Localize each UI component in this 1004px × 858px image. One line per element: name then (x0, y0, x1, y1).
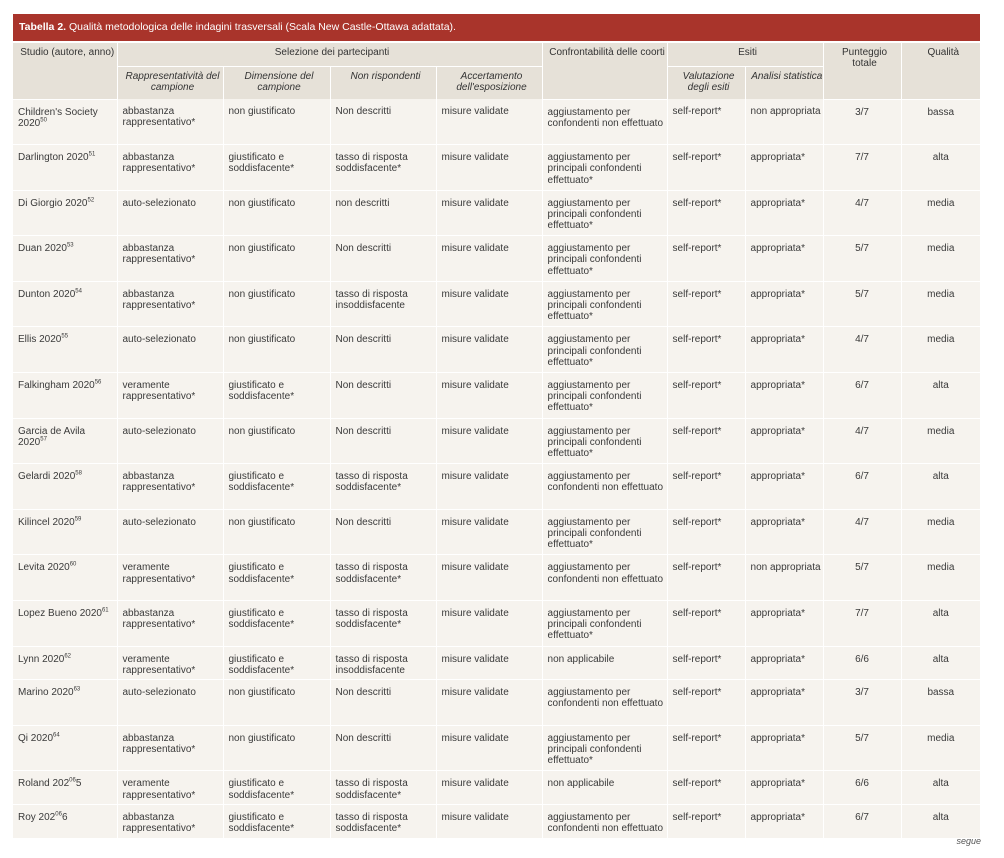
cell-study (13, 190, 117, 236)
cell-punteggio: 6/6 (823, 771, 901, 805)
cell-analisi: appropriata* (745, 190, 823, 236)
cell-study (13, 145, 117, 191)
cell-study (13, 373, 117, 419)
cell-non-rispondenti: tasso di risposta insoddisfacente (330, 646, 436, 680)
cell-analisi: appropriata* (745, 327, 823, 373)
study-name: Levita 2020 (18, 562, 70, 574)
table-row (13, 555, 980, 601)
cell-non-rispondenti: tasso di risposta soddisfacente* (330, 145, 436, 191)
cell-non-rispondenti: non descritti (330, 190, 436, 236)
cell-non-rispondenti: tasso di risposta insoddisfacente (330, 281, 436, 327)
cell-qualita: alta (901, 464, 980, 510)
cell-analisi: appropriata* (745, 680, 823, 726)
cell-dimensione: giustificato e soddisfacente* (223, 601, 330, 647)
cell-punteggio: 6/7 (823, 373, 901, 419)
cell-punteggio: 4/7 (823, 190, 901, 236)
cell-rappresentativita: auto-selezionato (117, 327, 223, 373)
table-row (13, 509, 980, 555)
cell-valutazione: self-report* (667, 601, 745, 647)
cell-qualita: bassa (901, 99, 980, 145)
cell-confrontabilita: aggiustamento per principali confondenti effettuato* (542, 373, 667, 419)
table-row (13, 145, 980, 191)
cell-confrontabilita: aggiustamento per confondenti non effettuato (542, 680, 667, 726)
study-ref: 55 (61, 334, 69, 341)
quality-table (13, 43, 980, 839)
header-accertamento: Accertamento dell'esposizione (436, 67, 542, 100)
cell-confrontabilita: aggiustamento per principali confondenti effettuato* (542, 509, 667, 555)
study-ref: 60 (69, 562, 77, 569)
cell-rappresentativita: veramente rappresentativo* (117, 555, 223, 601)
cell-study (13, 464, 117, 510)
table-row (13, 99, 980, 145)
cell-accertamento: misure validate (436, 190, 542, 236)
cell-confrontabilita: aggiustamento per principali confondenti effettuato* (542, 418, 667, 464)
cell-valutazione: self-report* (667, 99, 745, 145)
study-name: Marino 2020 (18, 687, 74, 699)
cell-rappresentativita: veramente rappresentativo* (117, 373, 223, 419)
cell-qualita: media (901, 281, 980, 327)
table-row (13, 236, 980, 282)
study-name: Falkingham 2020 (18, 380, 95, 392)
cell-analisi: appropriata* (745, 805, 823, 839)
cell-qualita: alta (901, 145, 980, 191)
cell-analisi: appropriata* (745, 509, 823, 555)
study-name-tail: 5 (75, 778, 82, 790)
cell-valutazione: self-report* (667, 555, 745, 601)
cell-confrontabilita: non applicabile (542, 771, 667, 805)
cell-non-rispondenti: Non descritti (330, 327, 436, 373)
cell-dimensione: giustificato e soddisfacente* (223, 771, 330, 805)
cell-accertamento: misure validate (436, 418, 542, 464)
study-name: Children's Society 2020 (18, 106, 98, 129)
cell-accertamento: misure validate (436, 725, 542, 771)
cell-valutazione: self-report* (667, 145, 745, 191)
study-name: Gelardi 2020 (18, 471, 76, 483)
cell-punteggio: 6/6 (823, 646, 901, 680)
cell-non-rispondenti: Non descritti (330, 99, 436, 145)
table-row (13, 680, 980, 726)
cell-analisi: appropriata* (745, 646, 823, 680)
cell-punteggio: 7/7 (823, 601, 901, 647)
cell-accertamento: misure validate (436, 99, 542, 145)
cell-confrontabilita: aggiustamento per principali confondenti effettuato* (542, 190, 667, 236)
table-container (13, 14, 980, 839)
cell-non-rispondenti: tasso di risposta soddisfacente* (330, 555, 436, 601)
table-row (13, 805, 980, 839)
cell-qualita: media (901, 725, 980, 771)
segue-note: segue (956, 836, 981, 846)
cell-valutazione: self-report* (667, 418, 745, 464)
cell-non-rispondenti: Non descritti (330, 509, 436, 555)
table-row (13, 418, 980, 464)
cell-analisi: appropriata* (745, 725, 823, 771)
cell-valutazione: self-report* (667, 236, 745, 282)
cell-non-rispondenti: Non descritti (330, 236, 436, 282)
cell-analisi: appropriata* (745, 373, 823, 419)
cell-confrontabilita: aggiustamento per confondenti non effettuato (542, 555, 667, 601)
cell-rappresentativita: veramente rappresentativo* (117, 646, 223, 680)
cell-accertamento: misure validate (436, 464, 542, 510)
table-row (13, 281, 980, 327)
cell-study (13, 509, 117, 555)
study-ref: 59 (74, 516, 82, 523)
cell-confrontabilita: aggiustamento per confondenti non effettuato (542, 805, 667, 839)
cell-study (13, 646, 117, 680)
cell-accertamento: misure validate (436, 555, 542, 601)
cell-punteggio: 4/7 (823, 418, 901, 464)
table-row (13, 771, 980, 805)
study-ref: 61 (101, 607, 109, 614)
cell-study (13, 281, 117, 327)
cell-study (13, 601, 117, 647)
cell-non-rispondenti: Non descritti (330, 418, 436, 464)
cell-qualita: alta (901, 805, 980, 839)
cell-non-rispondenti: tasso di risposta soddisfacente* (330, 805, 436, 839)
cell-study (13, 236, 117, 282)
header-qualita: Qualità (901, 43, 980, 99)
study-ref: 51 (88, 151, 96, 158)
cell-study (13, 418, 117, 464)
cell-qualita: alta (901, 373, 980, 419)
header-esiti: Esiti (667, 43, 823, 67)
cell-valutazione: self-report* (667, 281, 745, 327)
cell-confrontabilita: aggiustamento per principali confondenti effettuato* (542, 281, 667, 327)
cell-study (13, 680, 117, 726)
header-non-rispondenti: Non rispondenti (330, 67, 436, 100)
cell-valutazione: self-report* (667, 771, 745, 805)
cell-accertamento: misure validate (436, 281, 542, 327)
cell-rappresentativita: abbastanza rappresentativo* (117, 464, 223, 510)
cell-valutazione: self-report* (667, 725, 745, 771)
cell-punteggio: 6/7 (823, 464, 901, 510)
table-row (13, 725, 980, 771)
cell-accertamento: misure validate (436, 509, 542, 555)
cell-analisi: appropriata* (745, 464, 823, 510)
caption-text: Qualità metodologica delle indagini trasversali (Scala New Castle-Ottawa adattata). (69, 21, 456, 33)
study-name: Lopez Bueno 2020 (18, 608, 102, 620)
study-ref: 54 (75, 288, 82, 295)
cell-qualita: media (901, 418, 980, 464)
cell-rappresentativita: abbastanza rappresentativo* (117, 281, 223, 327)
cell-accertamento: misure validate (436, 680, 542, 726)
cell-punteggio: 4/7 (823, 509, 901, 555)
cell-rappresentativita: veramente rappresentativo* (117, 771, 223, 805)
cell-accertamento: misure validate (436, 236, 542, 282)
cell-confrontabilita: non applicabile (542, 646, 667, 680)
study-ref: 50 (40, 117, 47, 124)
cell-accertamento: misure validate (436, 327, 542, 373)
study-ref: 06 (69, 778, 76, 785)
cell-rappresentativita: abbastanza rappresentativo* (117, 236, 223, 282)
cell-rappresentativita: abbastanza rappresentativo* (117, 99, 223, 145)
cell-dimensione: non giustificato (223, 509, 330, 555)
cell-dimensione: non giustificato (223, 680, 330, 726)
cell-confrontabilita: aggiustamento per confondenti non effettuato (542, 99, 667, 145)
cell-dimensione: non giustificato (223, 236, 330, 282)
cell-analisi: non appropriata (745, 555, 823, 601)
cell-valutazione: self-report* (667, 327, 745, 373)
cell-qualita: media (901, 555, 980, 601)
cell-accertamento: misure validate (436, 145, 542, 191)
header-analisi: Analisi statistica (745, 67, 823, 100)
cell-punteggio: 6/7 (823, 805, 901, 839)
header-rappresentativita: Rappresentatività del campione (117, 67, 223, 100)
study-ref: 53 (66, 242, 74, 249)
cell-non-rispondenti: tasso di risposta soddisfacente* (330, 771, 436, 805)
study-ref: 56 (94, 379, 102, 386)
header-studio: Studio (autore, anno) (13, 43, 117, 99)
cell-accertamento: misure validate (436, 646, 542, 680)
cell-dimensione: giustificato e soddisfacente* (223, 464, 330, 510)
cell-rappresentativita: auto-selezionato (117, 509, 223, 555)
study-name: Garcia de Avila 2020 (18, 425, 86, 448)
cell-confrontabilita: aggiustamento per principali confondenti effettuato* (542, 725, 667, 771)
study-name: Duan 2020 (18, 243, 67, 255)
header-punteggio: Punteggio totale (823, 43, 901, 99)
study-ref: 57 (40, 436, 47, 443)
cell-study (13, 99, 117, 145)
cell-confrontabilita: aggiustamento per principali confondenti effettuato* (542, 327, 667, 373)
header-dimensione: Dimensione del campione (223, 67, 330, 100)
cell-valutazione: self-report* (667, 805, 745, 839)
study-name: Lynn 2020 (18, 653, 65, 665)
cell-qualita: alta (901, 646, 980, 680)
cell-analisi: non appropriata (745, 99, 823, 145)
cell-analisi: appropriata* (745, 418, 823, 464)
cell-accertamento: misure validate (436, 373, 542, 419)
cell-valutazione: self-report* (667, 190, 745, 236)
cell-non-rispondenti: tasso di risposta soddisfacente* (330, 464, 436, 510)
header-confrontabilita: Confrontabilità delle coorti (542, 43, 667, 99)
study-ref: 62 (64, 653, 72, 660)
cell-accertamento: misure validate (436, 771, 542, 805)
cell-rappresentativita: abbastanza rappresentativo* (117, 805, 223, 839)
cell-qualita: media (901, 327, 980, 373)
cell-rappresentativita: abbastanza rappresentativo* (117, 725, 223, 771)
header-valutazione: Valutazione degli esiti (667, 67, 745, 100)
table-row (13, 464, 980, 510)
cell-rappresentativita: abbastanza rappresentativo* (117, 601, 223, 647)
cell-non-rispondenti: Non descritti (330, 725, 436, 771)
cell-confrontabilita: aggiustamento per confondenti non effettuato (542, 464, 667, 510)
caption-label: Tabella 2. (19, 21, 67, 33)
table-caption (13, 14, 980, 41)
header-selezione: Selezione dei partecipanti (117, 43, 542, 67)
cell-punteggio: 4/7 (823, 327, 901, 373)
cell-punteggio: 3/7 (823, 680, 901, 726)
study-ref: 52 (87, 197, 95, 204)
study-name-tail: 6 (61, 812, 68, 823)
study-name: Kilincel 2020 (18, 516, 75, 528)
table-row (13, 327, 980, 373)
cell-qualita: media (901, 236, 980, 282)
cell-punteggio: 5/7 (823, 236, 901, 282)
cell-punteggio: 7/7 (823, 145, 901, 191)
cell-non-rispondenti: tasso di risposta soddisfacente* (330, 601, 436, 647)
cell-non-rispondenti: Non descritti (330, 373, 436, 419)
cell-study (13, 771, 117, 805)
cell-valutazione: self-report* (667, 373, 745, 419)
cell-rappresentativita: auto-selezionato (117, 418, 223, 464)
study-ref: 64 (53, 732, 60, 739)
cell-study (13, 555, 117, 601)
study-name: Qi 2020 (18, 732, 54, 744)
cell-valutazione: self-report* (667, 464, 745, 510)
cell-analisi: appropriata* (745, 236, 823, 282)
table-body (13, 99, 980, 838)
study-name: Roland 202 (18, 778, 70, 790)
cell-rappresentativita: abbastanza rappresentativo* (117, 145, 223, 191)
study-name: Dunton 2020 (18, 288, 76, 300)
table-row (13, 373, 980, 419)
cell-analisi: appropriata* (745, 771, 823, 805)
cell-study (13, 805, 117, 839)
cell-accertamento: misure validate (436, 805, 542, 839)
cell-punteggio: 5/7 (823, 281, 901, 327)
cell-qualita: media (901, 190, 980, 236)
cell-qualita: media (901, 509, 980, 555)
cell-dimensione: non giustificato (223, 99, 330, 145)
cell-qualita: alta (901, 771, 980, 805)
study-ref: 63 (73, 686, 81, 693)
cell-dimensione: giustificato e soddisfacente* (223, 555, 330, 601)
study-name: Darlington 2020 (18, 152, 89, 164)
cell-confrontabilita: aggiustamento per principali confondenti effettuato* (542, 145, 667, 191)
cell-valutazione: self-report* (667, 680, 745, 726)
cell-study (13, 725, 117, 771)
cell-punteggio: 3/7 (823, 99, 901, 145)
cell-non-rispondenti: Non descritti (330, 680, 436, 726)
table-row (13, 190, 980, 236)
study-ref: 06 (55, 811, 62, 818)
cell-dimensione: non giustificato (223, 327, 330, 373)
cell-qualita: bassa (901, 680, 980, 726)
study-name: Ellis 2020 (18, 334, 62, 346)
cell-qualita: alta (901, 601, 980, 647)
cell-analisi: appropriata* (745, 145, 823, 191)
cell-dimensione: giustificato e soddisfacente* (223, 805, 330, 839)
cell-dimensione: non giustificato (223, 281, 330, 327)
cell-dimensione: giustificato e soddisfacente* (223, 145, 330, 191)
table-row (13, 601, 980, 647)
cell-confrontabilita: aggiustamento per principali confondenti effettuato* (542, 236, 667, 282)
cell-study (13, 327, 117, 373)
cell-dimensione: non giustificato (223, 725, 330, 771)
cell-rappresentativita: auto-selezionato (117, 680, 223, 726)
cell-valutazione: self-report* (667, 646, 745, 680)
cell-punteggio: 5/7 (823, 725, 901, 771)
cell-punteggio: 5/7 (823, 555, 901, 601)
cell-accertamento: misure validate (436, 601, 542, 647)
study-ref: 58 (75, 470, 82, 477)
cell-dimensione: giustificato e soddisfacente* (223, 373, 330, 419)
cell-valutazione: self-report* (667, 509, 745, 555)
cell-dimensione: non giustificato (223, 418, 330, 464)
cell-analisi: appropriata* (745, 601, 823, 647)
cell-analisi: appropriata* (745, 281, 823, 327)
study-name: Di Giorgio 2020 (18, 197, 88, 209)
table-row (13, 646, 980, 680)
cell-dimensione: non giustificato (223, 190, 330, 236)
cell-confrontabilita: aggiustamento per principali confondenti effettuato* (542, 601, 667, 647)
cell-dimensione: giustificato e soddisfacente* (223, 646, 330, 680)
cell-rappresentativita: auto-selezionato (117, 190, 223, 236)
study-name: Roy 202 (18, 812, 56, 823)
